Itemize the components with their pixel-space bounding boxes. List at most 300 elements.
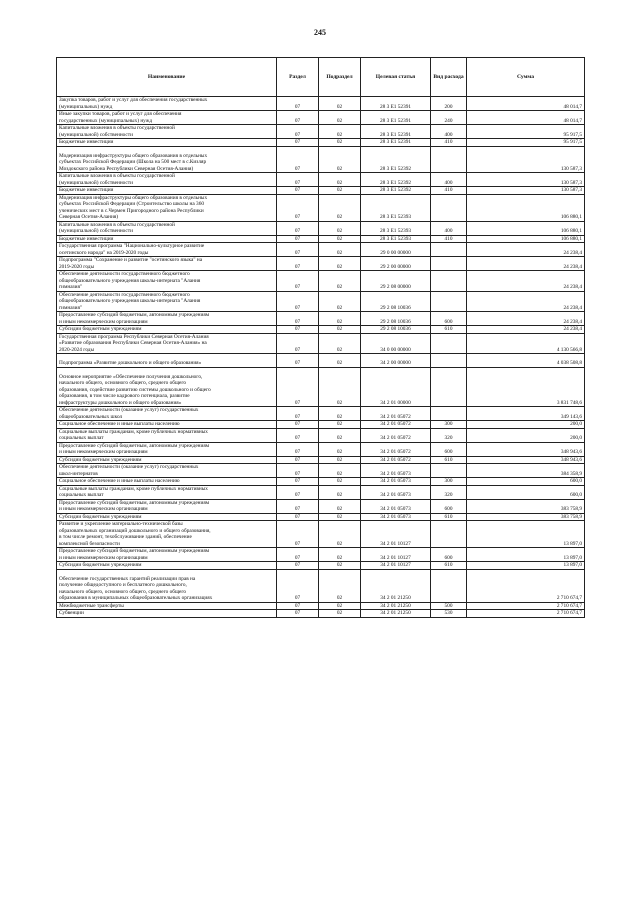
cell-name xyxy=(57,243,277,257)
table-row xyxy=(57,521,585,548)
cell-subsection: 02 xyxy=(319,291,361,312)
cell-sum: 24 238,4 xyxy=(467,243,585,257)
cell-section: 07 xyxy=(277,513,319,521)
cell-section: 07 xyxy=(277,407,319,421)
cell-subsection: 02 xyxy=(319,513,361,521)
cell-name-line: Подпрограмма "Сохранение и развитие "осетинского языка" на xyxy=(59,257,203,263)
cell-name xyxy=(57,610,277,618)
cell-name-line: Обеспечение деятельности государственного бюджетного xyxy=(59,271,190,277)
table-row xyxy=(57,333,585,354)
cell-subsection: 02 xyxy=(319,485,361,499)
header-sum: Сумма xyxy=(467,58,585,97)
header-section: Раздел xyxy=(277,58,319,97)
cell-target: 28 3 E1 52391 xyxy=(361,139,431,147)
cell-section: 07 xyxy=(277,257,319,271)
cell-subsection: 02 xyxy=(319,187,361,195)
cell-name-line: образовательных организаций дошкольного и общего образования, xyxy=(59,527,211,534)
cell-name-line: Основное мероприятие «Обеспечение получения дошкольного, xyxy=(59,373,203,380)
cell-name xyxy=(57,291,277,312)
cell-section: 07 xyxy=(277,354,319,368)
table-row xyxy=(57,271,585,292)
table-row xyxy=(57,291,585,312)
cell-name-line: Моздокского района Республики Северная Осетия-Алания) xyxy=(59,165,194,172)
cell-name-line: Предоставление субсидий бюджетным, автономным учреждениям xyxy=(59,499,210,506)
cell-name-line: субъектах Российской Федерации (Строительство школы на 360 xyxy=(59,201,204,207)
cell-sum: 600,0 xyxy=(467,478,585,486)
cell-name-line: комплексной безопасности xyxy=(59,540,120,547)
cell-expense: 410 xyxy=(431,235,467,243)
cell-expense: 600 xyxy=(431,442,467,456)
cell-sum: 13 897,0 xyxy=(467,521,585,548)
cell-subsection: 02 xyxy=(319,257,361,271)
cell-subsection: 02 xyxy=(319,569,361,602)
table-row xyxy=(57,312,585,326)
cell-expense xyxy=(431,521,467,548)
cell-name-line: и иным некоммерческим организациям xyxy=(59,554,148,561)
cell-name xyxy=(57,513,277,521)
table-row xyxy=(57,111,585,125)
cell-subsection: 02 xyxy=(319,312,361,326)
cell-subsection: 02 xyxy=(319,478,361,486)
cell-subsection: 02 xyxy=(319,194,361,221)
cell-name xyxy=(57,312,277,326)
cell-name-line: начального общего, основного общего, среднего общего xyxy=(59,588,187,595)
cell-subsection: 02 xyxy=(319,139,361,147)
cell-expense: 400 xyxy=(431,173,467,187)
cell-sum: 200,0 xyxy=(467,428,585,442)
cell-name-line: Обеспечение деятельности государственного бюджетного xyxy=(59,291,190,298)
table-row xyxy=(57,569,585,602)
table-row xyxy=(57,173,585,187)
cell-name-line: и иным некоммерческим организациям xyxy=(59,506,148,512)
cell-sum: 48 014,7 xyxy=(467,111,585,125)
cell-target: 34 2 01 21250 xyxy=(361,602,431,610)
cell-name-line: общеобразовательного учреждения школы-интерната "Алания xyxy=(59,298,201,304)
cell-sum: 130 587,3 xyxy=(467,146,585,173)
cell-section: 07 xyxy=(277,562,319,570)
table-row xyxy=(57,442,585,456)
cell-section: 07 xyxy=(277,421,319,429)
cell-name-line: осетинского народа" на 2019-2020 годы xyxy=(59,249,149,256)
cell-target: 34 2 01 05072 xyxy=(361,456,431,464)
cell-name xyxy=(57,464,277,478)
cell-sum: 130 587,3 xyxy=(467,173,585,187)
cell-section: 07 xyxy=(277,428,319,442)
cell-name-line: Субвенции xyxy=(59,610,84,616)
cell-expense: 300 xyxy=(431,421,467,429)
cell-target: 28 3 E1 52393 xyxy=(361,221,431,235)
cell-name-line: 2019-2020 годы xyxy=(59,263,95,270)
cell-subsection: 02 xyxy=(319,602,361,610)
table-row xyxy=(57,407,585,421)
cell-name-line: Социальные выплаты гражданам, кроме публичных нормативных xyxy=(59,485,208,492)
cell-target: 29 2 08 10036 xyxy=(361,312,431,326)
cell-subsection: 02 xyxy=(319,146,361,173)
cell-sum: 106 880,1 xyxy=(467,235,585,243)
cell-name xyxy=(57,428,277,442)
table-row xyxy=(57,97,585,111)
cell-target: 34 2 01 05073 xyxy=(361,513,431,521)
cell-name-line: Субсидии бюджетным учреждениям xyxy=(59,562,142,568)
cell-subsection: 02 xyxy=(319,125,361,139)
cell-section: 07 xyxy=(277,312,319,326)
cell-subsection: 02 xyxy=(319,97,361,111)
header-name: Наименование xyxy=(57,58,277,97)
cell-expense xyxy=(431,333,467,354)
cell-target: 34 2 01 05072 xyxy=(361,442,431,456)
header-expense: Вид расхода xyxy=(431,58,467,97)
cell-target: 34 2 01 05073 xyxy=(361,464,431,478)
cell-subsection: 02 xyxy=(319,354,361,368)
cell-name xyxy=(57,562,277,570)
cell-section: 07 xyxy=(277,173,319,187)
cell-name-line: Модернизация инфраструктуры общего образования в отдельных xyxy=(59,194,208,201)
cell-name xyxy=(57,235,277,243)
cell-section: 07 xyxy=(277,333,319,354)
cell-name xyxy=(57,499,277,513)
cell-subsection: 02 xyxy=(319,326,361,334)
cell-name-line: Обеспечение деятельности (оказание услуг) государственных xyxy=(59,407,199,413)
cell-sum: 24 238,4 xyxy=(467,291,585,312)
cell-section: 07 xyxy=(277,97,319,111)
cell-target: 34 2 01 05072 xyxy=(361,407,431,421)
cell-name xyxy=(57,407,277,421)
cell-name xyxy=(57,442,277,456)
cell-section: 07 xyxy=(277,548,319,562)
cell-name-line: и иным некоммерческим организациям xyxy=(59,318,148,325)
table-row xyxy=(57,326,585,334)
cell-name xyxy=(57,521,277,548)
table-row xyxy=(57,610,585,618)
cell-subsection: 02 xyxy=(319,428,361,442)
cell-expense: 600 xyxy=(431,548,467,562)
cell-name-line: гимназия" xyxy=(59,304,83,311)
cell-name xyxy=(57,367,277,407)
cell-name xyxy=(57,257,277,271)
cell-expense xyxy=(431,354,467,368)
cell-name xyxy=(57,326,277,334)
cell-section: 07 xyxy=(277,111,319,125)
cell-section: 07 xyxy=(277,442,319,456)
cell-expense: 600 xyxy=(431,312,467,326)
cell-name xyxy=(57,333,277,354)
cell-target: 34 2 01 05073 xyxy=(361,499,431,513)
cell-sum: 24 238,4 xyxy=(467,312,585,326)
cell-subsection: 02 xyxy=(319,243,361,257)
table-row xyxy=(57,235,585,243)
table-row xyxy=(57,485,585,499)
cell-sum: 24 238,4 xyxy=(467,326,585,334)
cell-name xyxy=(57,456,277,464)
cell-name-line: школ-интернатов xyxy=(59,470,98,477)
cell-subsection: 02 xyxy=(319,421,361,429)
cell-name-line: Субсидии бюджетным учреждениям xyxy=(59,513,142,520)
cell-section: 07 xyxy=(277,243,319,257)
cell-section: 07 xyxy=(277,139,319,147)
cell-section: 07 xyxy=(277,464,319,478)
table-row xyxy=(57,513,585,521)
cell-name-line: Государственная программа "Национально-культурное развитие xyxy=(59,243,205,249)
table-row xyxy=(57,139,585,147)
cell-name-line: 2020-2024 годы xyxy=(59,346,95,353)
cell-name-line: субъектах Российской Федерации (Школа на 500 мест в с.Кизляр xyxy=(59,159,207,165)
cell-sum: 349 143,6 xyxy=(467,407,585,421)
cell-target: 34 2 01 05072 xyxy=(361,428,431,442)
cell-expense xyxy=(431,367,467,407)
table-row xyxy=(57,421,585,429)
cell-target: 29 2 08 00000 xyxy=(361,271,431,292)
cell-expense xyxy=(431,271,467,292)
cell-name-line: ученических мест в с.Чермен Пригородного района Республики xyxy=(59,207,204,214)
cell-name-line: Социальное обеспечение и иные выплаты населению xyxy=(59,478,180,484)
cell-expense: 610 xyxy=(431,456,467,464)
cell-target: 34 0 00 00000 xyxy=(361,333,431,354)
cell-name xyxy=(57,97,277,111)
cell-target: 34 2 01 21250 xyxy=(361,610,431,618)
cell-name xyxy=(57,125,277,139)
cell-target: 28 3 E1 52391 xyxy=(361,97,431,111)
cell-name-line: (муниципальной) собственности xyxy=(59,179,133,186)
cell-target: 28 3 E1 52392 xyxy=(361,187,431,195)
cell-expense xyxy=(431,464,467,478)
table-row xyxy=(57,221,585,235)
cell-expense: 200 xyxy=(431,97,467,111)
cell-name-line: общеобразовательных школ xyxy=(59,413,123,420)
cell-name-line: Государственная программа Республики Северная Осетия-Алания xyxy=(59,333,209,340)
cell-name-line: Подпрограмма «Развитие дошкольного и общего образования» xyxy=(59,360,202,366)
cell-subsection: 02 xyxy=(319,562,361,570)
cell-name-line: общеобразовательного учреждения школы-интерната "Алания xyxy=(59,277,201,284)
cell-sum: 106 880,1 xyxy=(467,221,585,235)
cell-name xyxy=(57,146,277,173)
cell-sum: 2 710 674,7 xyxy=(467,610,585,618)
cell-expense xyxy=(431,569,467,602)
cell-name xyxy=(57,548,277,562)
cell-expense xyxy=(431,257,467,271)
table-row xyxy=(57,367,585,407)
cell-name xyxy=(57,271,277,292)
cell-section: 07 xyxy=(277,291,319,312)
cell-name-line: Бюджетные инвестиции xyxy=(59,139,114,145)
cell-name-line: Предоставление субсидий бюджетным, автономным учреждениям xyxy=(59,548,210,554)
cell-expense: 610 xyxy=(431,326,467,334)
cell-expense: 300 xyxy=(431,478,467,486)
cell-name-line: получение общедоступного и бесплатного дошкольного, xyxy=(59,582,187,588)
cell-name-line: социальных выплат xyxy=(59,492,104,498)
cell-name-line: Обеспечение государственных гарантий реализации прав на xyxy=(59,575,196,582)
cell-name xyxy=(57,602,277,610)
cell-sum: 383 758,9 xyxy=(467,513,585,521)
cell-subsection: 02 xyxy=(319,333,361,354)
cell-name-line: Капитальные вложения в объекты государственной xyxy=(59,221,175,228)
cell-name xyxy=(57,194,277,221)
cell-expense: 530 xyxy=(431,610,467,618)
cell-name-line: образования, содействие развитию системы дошкольного и общего xyxy=(59,386,211,393)
cell-target: 29 0 00 00000 xyxy=(361,243,431,257)
table-row xyxy=(57,548,585,562)
cell-target: 28 3 E1 52391 xyxy=(361,125,431,139)
cell-name-line: образования, в том числе кадрового потенциала, развитие xyxy=(59,393,190,399)
cell-name xyxy=(57,421,277,429)
cell-section: 07 xyxy=(277,456,319,464)
cell-expense: 240 xyxy=(431,111,467,125)
cell-expense: 610 xyxy=(431,562,467,570)
cell-subsection: 02 xyxy=(319,111,361,125)
cell-name-line: (муниципальной) собственности xyxy=(59,228,133,234)
cell-name xyxy=(57,354,277,368)
cell-sum: 13 897,0 xyxy=(467,562,585,570)
cell-sum: 95 917,5 xyxy=(467,139,585,147)
cell-name xyxy=(57,569,277,602)
cell-sum: 200,0 xyxy=(467,421,585,429)
cell-sum: 348 943,6 xyxy=(467,456,585,464)
cell-expense: 320 xyxy=(431,485,467,499)
cell-subsection: 02 xyxy=(319,235,361,243)
cell-sum: 383 758,9 xyxy=(467,499,585,513)
cell-expense xyxy=(431,194,467,221)
cell-target: 34 2 01 10127 xyxy=(361,521,431,548)
cell-target: 34 2 01 21250 xyxy=(361,569,431,602)
cell-section: 07 xyxy=(277,499,319,513)
table-row xyxy=(57,257,585,271)
cell-name-line: Развитие и укрепление материально-технической базы xyxy=(59,521,183,527)
cell-expense: 410 xyxy=(431,187,467,195)
cell-target: 34 2 01 05072 xyxy=(361,421,431,429)
table-row xyxy=(57,602,585,610)
cell-subsection: 02 xyxy=(319,271,361,292)
cell-expense: 610 xyxy=(431,513,467,521)
cell-sum: 24 238,4 xyxy=(467,257,585,271)
cell-name-line: Капитальные вложения в объекты государственной xyxy=(59,173,175,179)
cell-sum: 3 831 748,6 xyxy=(467,367,585,407)
cell-sum: 348 943,6 xyxy=(467,442,585,456)
budget-table xyxy=(56,57,585,618)
cell-sum: 600,0 xyxy=(467,485,585,499)
cell-name xyxy=(57,139,277,147)
cell-name-line: гимназия" xyxy=(59,284,83,290)
cell-target: 29 2 08 10036 xyxy=(361,326,431,334)
cell-name-line: инфраструктуры дошкольного и общего образования» xyxy=(59,399,182,406)
cell-name-line: Бюджетные инвестиции xyxy=(59,187,114,193)
cell-expense: 400 xyxy=(431,125,467,139)
table-row xyxy=(57,243,585,257)
cell-target: 34 2 01 10127 xyxy=(361,562,431,570)
cell-section: 07 xyxy=(277,194,319,221)
cell-sum: 13 897,0 xyxy=(467,548,585,562)
cell-section: 07 xyxy=(277,610,319,618)
table-row xyxy=(57,125,585,139)
cell-expense: 600 xyxy=(431,499,467,513)
table-row xyxy=(57,428,585,442)
cell-name-line: Социальные выплаты гражданам, кроме публичных нормативных xyxy=(59,428,208,435)
cell-sum: 2 710 674,7 xyxy=(467,569,585,602)
cell-section: 07 xyxy=(277,221,319,235)
table-row xyxy=(57,146,585,173)
cell-expense xyxy=(431,146,467,173)
table-header-row xyxy=(57,58,585,97)
cell-name xyxy=(57,478,277,486)
cell-target: 28 3 E1 52392 xyxy=(361,146,431,173)
cell-subsection: 02 xyxy=(319,456,361,464)
cell-name-line: и иным некоммерческим организациям xyxy=(59,449,148,455)
cell-section: 07 xyxy=(277,478,319,486)
cell-target: 28 3 E1 52392 xyxy=(361,173,431,187)
cell-target: 34 2 01 00000 xyxy=(361,367,431,407)
cell-sum: 4 130 566,8 xyxy=(467,333,585,354)
cell-subsection: 02 xyxy=(319,442,361,456)
cell-sum: 4 038 508,8 xyxy=(467,354,585,368)
cell-name-line: Субсидии бюджетным учреждениям xyxy=(59,326,142,332)
cell-name-line: Северная Осетия-Алания) xyxy=(59,214,118,220)
table-row xyxy=(57,187,585,195)
cell-name-line: Субсидии бюджетным учреждениям xyxy=(59,456,142,463)
cell-name-line: Бюджетные инвестиции xyxy=(59,235,114,242)
cell-subsection: 02 xyxy=(319,221,361,235)
cell-name-line: Обеспечение деятельности (оказание услуг) государственных xyxy=(59,464,199,470)
table-row xyxy=(57,499,585,513)
cell-target: 34 2 01 05073 xyxy=(361,478,431,486)
table-row xyxy=(57,478,585,486)
cell-target: 28 3 E1 52391 xyxy=(361,111,431,125)
cell-section: 07 xyxy=(277,125,319,139)
cell-section: 07 xyxy=(277,146,319,173)
cell-name xyxy=(57,173,277,187)
cell-name-line: в том числе ремонт, техобслуживание зданий, обеспечение xyxy=(59,534,192,540)
cell-name-line: Модернизация инфраструктуры общего образования в отдельных xyxy=(59,152,208,159)
cell-section: 07 xyxy=(277,485,319,499)
table-row xyxy=(57,354,585,368)
cell-target: 34 2 01 10127 xyxy=(361,548,431,562)
cell-section: 07 xyxy=(277,602,319,610)
cell-sum: 48 014,7 xyxy=(467,97,585,111)
cell-sum: 24 238,4 xyxy=(467,271,585,292)
cell-name xyxy=(57,111,277,125)
cell-name-line: начального общего, основного общего, среднего общего xyxy=(59,380,187,386)
cell-name-line: Межбюджетные трансферты xyxy=(59,602,124,609)
cell-name-line: социальных выплат xyxy=(59,435,104,441)
cell-expense: 320 xyxy=(431,428,467,442)
cell-section: 07 xyxy=(277,271,319,292)
cell-name-line: Закупка товаров, работ и услуг для обеспечения государственных xyxy=(59,97,208,103)
cell-target: 28 3 E1 52393 xyxy=(361,194,431,221)
cell-subsection: 02 xyxy=(319,610,361,618)
cell-name-line: Капитальные вложения в объекты государственной xyxy=(59,125,175,131)
cell-section: 07 xyxy=(277,367,319,407)
cell-subsection: 02 xyxy=(319,548,361,562)
cell-target: 29 2 08 10036 xyxy=(361,291,431,312)
cell-subsection: 02 xyxy=(319,407,361,421)
cell-name-line: (муниципальной) собственности xyxy=(59,131,133,138)
cell-sum: 106 880,1 xyxy=(467,194,585,221)
cell-expense xyxy=(431,243,467,257)
cell-subsection: 02 xyxy=(319,499,361,513)
cell-section: 07 xyxy=(277,569,319,602)
cell-name-line: Иные закупки товаров, работ и услуг для обеспечения xyxy=(59,111,182,117)
cell-sum: 130 587,3 xyxy=(467,187,585,195)
cell-sum: 2 710 674,7 xyxy=(467,602,585,610)
cell-name xyxy=(57,485,277,499)
table-row xyxy=(57,194,585,221)
cell-target: 34 2 00 00000 xyxy=(361,354,431,368)
cell-subsection: 02 xyxy=(319,521,361,548)
cell-subsection: 02 xyxy=(319,173,361,187)
cell-name-line: Предоставление субсидий бюджетным, автономным учреждениям xyxy=(59,312,210,318)
cell-name-line: Социальное обеспечение и иные выплаты населению xyxy=(59,421,180,427)
cell-name xyxy=(57,221,277,235)
cell-name-line: образования в муниципальных общеобразовательных организациях xyxy=(59,595,213,601)
table-body xyxy=(57,97,585,618)
cell-name-line: Предоставление субсидий бюджетным, автономным учреждениям xyxy=(59,442,210,449)
